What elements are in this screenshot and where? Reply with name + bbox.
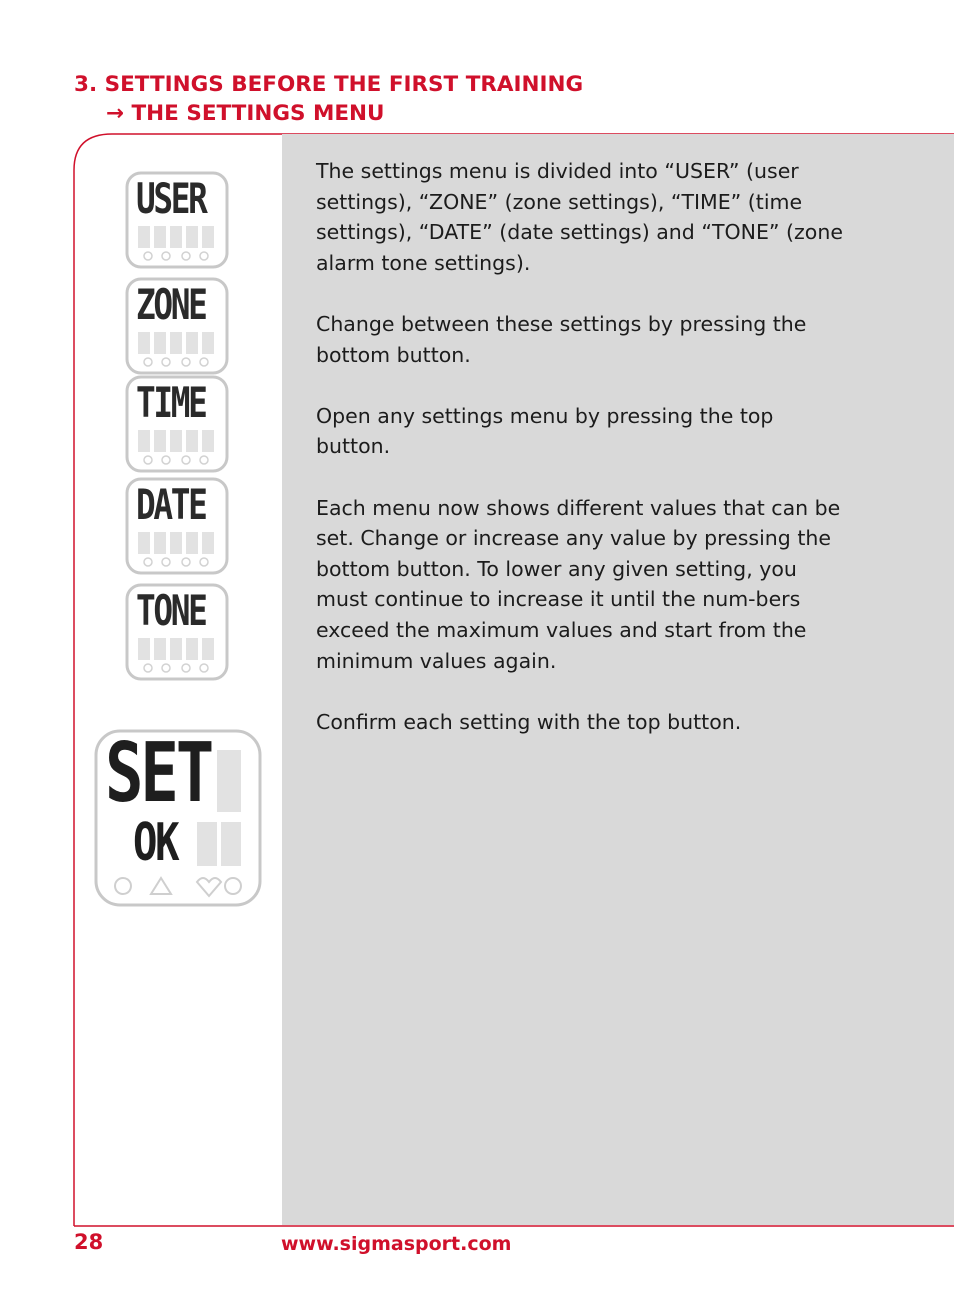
lcd-display-time <box>124 374 230 474</box>
paragraph: Each menu now shows different values that can be set. Change or increase any value by pressing the bottom button. To lower any given setting, you must continue to increase it until the num-bers exceed the maximum values and start from the minimum values again. <box>316 495 841 673</box>
paragraph: Change between these settings by pressing the bottom button. <box>316 311 807 367</box>
lcd-display-set-ok <box>93 728 263 908</box>
lcd-label: ZONE <box>136 280 206 329</box>
lcd-set-label: SET <box>105 726 212 821</box>
paragraph: Open any settings menu by pressing the top button. <box>316 403 774 459</box>
lcd-ok-label: OK <box>133 813 178 873</box>
lcd-label: TONE <box>136 586 206 635</box>
lcd-display-zone <box>124 276 230 376</box>
section-heading <box>74 70 583 128</box>
section-title: 3. SETTINGS BEFORE THE FIRST TRAINING <box>74 72 584 97</box>
paragraph: The settings menu is divided into “USER” (user settings), “ZONE” (zone settings), “TIME” (time settings), “DATE” (date settings) and “TONE” (zone alarm tone settings). <box>316 159 843 275</box>
footer-url: www.sigmasport.com <box>281 1233 512 1255</box>
lcd-label: USER <box>136 174 206 223</box>
lcd-label: TIME <box>136 378 206 427</box>
body-text <box>316 156 846 768</box>
subsection-title: → THE SETTINGS MENU <box>106 101 385 126</box>
paragraph: Confirm each setting with the top button. <box>316 709 742 734</box>
lcd-display-date <box>124 476 230 576</box>
lcd-display-user <box>124 170 230 270</box>
page-number: 28 <box>74 1230 104 1254</box>
lcd-label: DATE <box>136 480 206 529</box>
lcd-display-tone <box>124 582 230 682</box>
